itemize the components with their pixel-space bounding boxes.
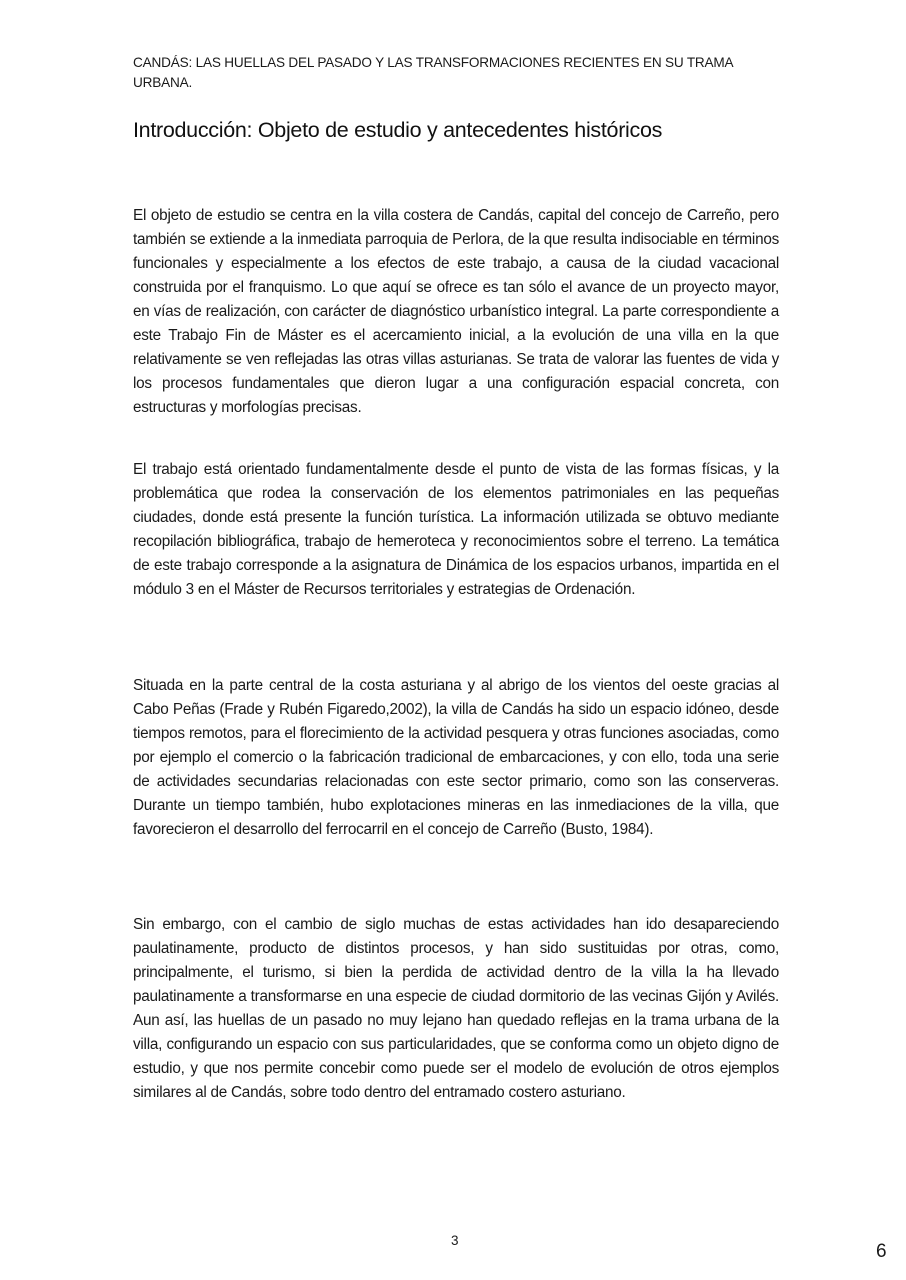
body-paragraph: Situada en la parte central de la costa asturiana y al abrigo de los vientos del oeste gracias al Cabo Peñas (Frade y Rubén Figaredo,2002), la villa de Candás ha sido un espacio idóneo, desde tiempos remotos, para el florecimiento de la actividad pesquera y otras funciones asociadas, como por ejemplo el comercio o la fabricación tradicional de embarcaciones, y con ello, toda una serie de actividades secundarias relacionadas con este sector primario, como son las conserveras. Durante un tiempo también, hubo explotaciones mineras en las inmediaciones de la villa, que favorecieron el desarrollo del ferrocarril en el concejo de Carreño (Busto, 1984).: [133, 677, 779, 838]
body-paragraph: Sin embargo, con el cambio de siglo muchas de estas actividades han ido desapareciendo paulatinamente, producto de distintos procesos, y han sido sustituidas por otras, como, principalmente, el turismo, si bien la perdida de actividad dentro de la villa la ha llevado paulatinamente a transformarse en una especie de ciudad dormitorio de las vecinas Gijón y Avilés. Aun así, las huellas de un pasado no muy lejano han quedado reflejas en la trama urbana de la villa, configurando un espacio con sus particularidades, que se conforma como un objeto digno de estudio, y que nos permite concebir como puede ser el modelo de evolución de otros ejemplos similares al de Candás, sobre todo dentro del entramado costero asturiano.: [133, 916, 779, 1101]
viewer-page-number: 6: [876, 1241, 887, 1262]
running-header: CANDÁS: LAS HUELLAS DEL PASADO Y LAS TRANSFORMACIONES RECIENTES EN SU TRAMA URBANA.: [133, 55, 733, 90]
body-paragraph: El trabajo está orientado fundamentalmente desde el punto de vista de las formas físicas, y la problemática que rodea la conservación de los elementos patrimoniales en las pequeñas ciudades, donde está presente la función turística. La información utilizada se obtuvo mediante recopilación bibliográfica, trabajo de hemeroteca y reconocimientos sobre el terreno. La temática de este trabajo corresponde a la asignatura de Dinámica de los espacios urbanos, impartida en el módulo 3 en el Máster de Recursos territoriales y estrategias de Ordenación.: [133, 461, 779, 598]
body-paragraph: El objeto de estudio se centra en la villa costera de Candás, capital del concejo de Carreño, pero también se extiende a la inmediata parroquia de Perlora, de la que resulta indisociable en términos funcionales y especialmente a los efectos de este trabajo, a causa de la ciudad vacacional construida por el franquismo. Lo que aquí se ofrece es tan sólo el avance de un proyecto mayor, en vías de realización, con carácter de diagnóstico urbanístico integral. La parte correspondiente a este Trabajo Fin de Máster es el acercamiento inicial, a la evolución de una villa en la que relativamente se ven reflejadas las otras villas asturianas. Se trata de valorar las fuentes de vida y los procesos fundamentales que dieron lugar a una configuración espacial concreta, con estructuras y morfologías precisas.: [133, 207, 779, 416]
page-number: 3: [451, 1233, 459, 1248]
section-title: Introducción: Objeto de estudio y antecedentes históricos: [133, 118, 663, 142]
